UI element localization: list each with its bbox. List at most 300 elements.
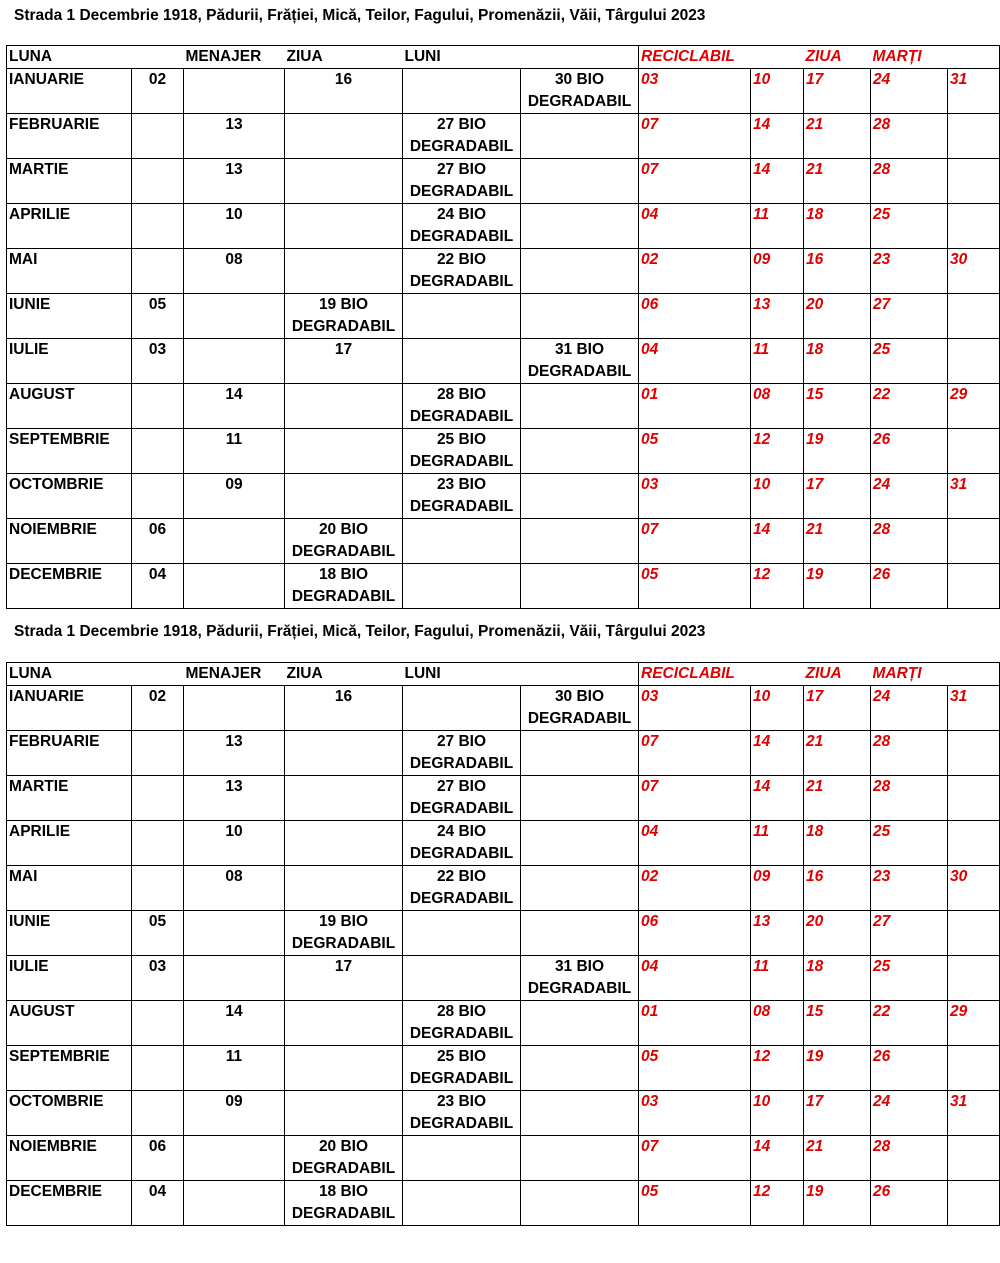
menajer-date-4 [403, 159, 521, 204]
menajer-date-2 [184, 911, 285, 956]
recycle-date-5: 31 [948, 69, 1000, 114]
recycle-date-1: 06 [639, 294, 751, 339]
table-row [7, 519, 1000, 564]
bio-label: 27 BIO [436, 778, 487, 795]
table-row [7, 1046, 1000, 1091]
recycle-date-2: 10 [751, 686, 804, 731]
menajer-date-1 [132, 204, 184, 249]
recycle-date-2: 12 [751, 1181, 804, 1226]
menajer-date-5 [521, 1046, 639, 1091]
bio-label-suffix: DEGRADABIL [409, 890, 514, 907]
recycle-date-3: 21 [804, 519, 871, 564]
header-ziua: ZIUA [285, 46, 403, 69]
recycle-date-2: 12 [751, 564, 804, 609]
bio-label-suffix: DEGRADABIL [291, 588, 396, 605]
menajer-date-5 [521, 564, 639, 609]
recycle-date-2: 12 [751, 429, 804, 474]
bio-label-suffix: DEGRADABIL [527, 980, 632, 997]
recycle-date-4: 24 [871, 69, 948, 114]
bio-label: 22 BIO [436, 251, 487, 268]
bio-label: 31 BIO [554, 958, 605, 975]
recycle-date-2: 09 [751, 249, 804, 294]
month-cell: SEPTEMBRIE [7, 1046, 132, 1091]
recycle-date-1: 07 [639, 519, 751, 564]
recycle-date-1: 03 [639, 686, 751, 731]
menajer-date-2: 10 [184, 204, 285, 249]
recycle-date-2: 08 [751, 384, 804, 429]
recycle-date-5: 30 [948, 249, 1000, 294]
menajer-date-5 [521, 911, 639, 956]
menajer-date-1 [132, 1001, 184, 1046]
recycle-date-2: 11 [751, 339, 804, 384]
recycle-date-5 [948, 564, 1000, 609]
recycle-date-2: 14 [751, 519, 804, 564]
bio-label: 27 BIO [436, 116, 487, 133]
bio-label-suffix: DEGRADABIL [291, 543, 396, 560]
menajer-date-2: 08 [184, 866, 285, 911]
recycle-date-4: 27 [871, 911, 948, 956]
recycle-date-5: 31 [948, 1091, 1000, 1136]
recycle-date-3: 21 [804, 114, 871, 159]
bio-label-suffix: DEGRADABIL [409, 498, 514, 515]
recycle-date-2: 13 [751, 911, 804, 956]
month-cell: SEPTEMBRIE [7, 429, 132, 474]
recycle-date-3: 18 [804, 204, 871, 249]
schedule-title: Strada 1 Decembrie 1918, Pădurii, Frăției, Mică, Teilor, Fagului, Promenăzii, Văii, Târgului 2023 [14, 7, 706, 24]
recycle-date-5 [948, 776, 1000, 821]
recycle-date-5 [948, 1046, 1000, 1091]
recycle-date-5 [948, 429, 1000, 474]
recycle-date-2: 13 [751, 294, 804, 339]
menajer-date-4 [403, 776, 521, 821]
recycle-date-3: 15 [804, 384, 871, 429]
menajer-date-1 [132, 776, 184, 821]
table-row [7, 731, 1000, 776]
month-cell: AUGUST [7, 1001, 132, 1046]
recycle-date-2: 14 [751, 731, 804, 776]
recycle-date-1: 01 [639, 384, 751, 429]
menajer-date-2 [184, 69, 285, 114]
bio-label: 23 BIO [436, 476, 487, 493]
bio-label: 28 BIO [436, 1003, 487, 1020]
menajer-date-3 [285, 776, 403, 821]
menajer-date-4 [403, 384, 521, 429]
bio-label-suffix: DEGRADABIL [409, 228, 514, 245]
recycle-date-1: 05 [639, 1046, 751, 1091]
menajer-date-4 [403, 1136, 521, 1181]
recycle-date-5 [948, 114, 1000, 159]
month-cell: OCTOMBRIE [7, 1091, 132, 1136]
schedule-title: Strada 1 Decembrie 1918, Pădurii, Frăției, Mică, Teilor, Fagului, Promenăzii, Văii, Târgului 2023 [14, 623, 706, 640]
table-row [7, 114, 1000, 159]
menajer-date-2: 13 [184, 731, 285, 776]
recycle-date-4: 23 [871, 866, 948, 911]
bio-label-suffix: DEGRADABIL [527, 363, 632, 380]
recycle-date-3: 19 [804, 1046, 871, 1091]
menajer-date-1: 03 [132, 339, 184, 384]
recycle-date-3: 15 [804, 1001, 871, 1046]
table-row [7, 474, 1000, 519]
recycle-date-4: 22 [871, 384, 948, 429]
menajer-date-1 [132, 114, 184, 159]
bio-label-suffix: DEGRADABIL [409, 1070, 514, 1087]
menajer-date-1 [132, 1046, 184, 1091]
menajer-date-3: 17 [285, 956, 403, 1001]
menajer-date-3 [285, 114, 403, 159]
table-row [7, 384, 1000, 429]
recycle-date-1: 07 [639, 731, 751, 776]
recycle-date-3: 17 [804, 474, 871, 519]
recycle-date-1: 05 [639, 1181, 751, 1226]
recycle-date-4: 25 [871, 339, 948, 384]
menajer-date-3 [285, 1136, 403, 1181]
menajer-date-5 [521, 1136, 639, 1181]
recycle-date-2: 11 [751, 204, 804, 249]
menajer-date-3 [285, 294, 403, 339]
menajer-date-3: 16 [285, 69, 403, 114]
menajer-date-1 [132, 821, 184, 866]
month-cell: NOIEMBRIE [7, 519, 132, 564]
recycle-date-3: 17 [804, 686, 871, 731]
table-row [7, 69, 1000, 114]
recycle-date-1: 03 [639, 474, 751, 519]
menajer-date-3 [285, 249, 403, 294]
bio-label-suffix: DEGRADABIL [527, 710, 632, 727]
header-empty [132, 46, 184, 69]
menajer-date-5 [521, 249, 639, 294]
recycle-date-3: 21 [804, 776, 871, 821]
recycle-date-4: 24 [871, 686, 948, 731]
menajer-date-1 [132, 1091, 184, 1136]
bio-label-suffix: DEGRADABIL [291, 935, 396, 952]
menajer-date-2: 10 [184, 821, 285, 866]
recycle-date-1: 07 [639, 776, 751, 821]
recycle-date-3: 19 [804, 564, 871, 609]
bio-label: 20 BIO [318, 521, 369, 538]
recycle-date-3: 16 [804, 866, 871, 911]
recycle-date-5 [948, 519, 1000, 564]
menajer-date-5 [521, 114, 639, 159]
bio-label-suffix: DEGRADABIL [409, 138, 514, 155]
menajer-date-3 [285, 1001, 403, 1046]
bio-label: 18 BIO [318, 566, 369, 583]
menajer-date-4 [403, 866, 521, 911]
recycle-date-1: 03 [639, 69, 751, 114]
header-menajer: MENAJER [184, 46, 285, 69]
menajer-date-1 [132, 474, 184, 519]
menajer-date-5 [521, 731, 639, 776]
recycle-date-4: 26 [871, 1181, 948, 1226]
menajer-date-5 [521, 294, 639, 339]
recycle-date-4: 25 [871, 821, 948, 866]
table-row [7, 294, 1000, 339]
recycle-date-2: 11 [751, 956, 804, 1001]
month-cell: FEBRUARIE [7, 731, 132, 776]
recycle-date-4: 22 [871, 1001, 948, 1046]
bio-label: 28 BIO [436, 386, 487, 403]
menajer-date-2: 13 [184, 114, 285, 159]
collection-schedule-table [6, 45, 1000, 609]
menajer-date-5 [521, 686, 639, 731]
menajer-date-1 [132, 384, 184, 429]
menajer-date-3 [285, 731, 403, 776]
table-row [7, 204, 1000, 249]
menajer-date-1: 06 [132, 1136, 184, 1181]
recycle-date-4: 26 [871, 429, 948, 474]
recycle-date-2: 10 [751, 1091, 804, 1136]
month-cell: IANUARIE [7, 686, 132, 731]
menajer-date-5 [521, 519, 639, 564]
bio-label-suffix: DEGRADABIL [527, 93, 632, 110]
month-cell: IULIE [7, 339, 132, 384]
menajer-date-4 [403, 204, 521, 249]
menajer-date-4 [403, 474, 521, 519]
menajer-date-3 [285, 1091, 403, 1136]
recycle-date-2: 10 [751, 474, 804, 519]
bio-label-suffix: DEGRADABIL [409, 1025, 514, 1042]
recycle-date-3: 18 [804, 821, 871, 866]
recycle-date-1: 02 [639, 249, 751, 294]
bio-label-suffix: DEGRADABIL [409, 1115, 514, 1132]
menajer-date-3 [285, 564, 403, 609]
menajer-date-1 [132, 866, 184, 911]
recycle-date-3: 17 [804, 1091, 871, 1136]
recycle-date-2: 14 [751, 159, 804, 204]
table-header-row [7, 663, 1000, 686]
header-luna: LUNA [7, 663, 132, 686]
header-reciclabil: RECICLABIL [639, 46, 804, 69]
header-luni: LUNI [403, 663, 521, 686]
recycle-date-1: 05 [639, 564, 751, 609]
menajer-date-3 [285, 159, 403, 204]
recycle-date-4: 28 [871, 776, 948, 821]
header-ziua-reciclabil: ZIUA [804, 663, 871, 686]
menajer-date-2 [184, 1136, 285, 1181]
bio-label-suffix: DEGRADABIL [409, 845, 514, 862]
menajer-date-2 [184, 1181, 285, 1226]
table-row [7, 866, 1000, 911]
recycle-date-2: 11 [751, 821, 804, 866]
table-row [7, 956, 1000, 1001]
recycle-date-5 [948, 956, 1000, 1001]
menajer-date-2 [184, 564, 285, 609]
table-row [7, 821, 1000, 866]
header-empty [521, 46, 639, 69]
menajer-date-3 [285, 429, 403, 474]
bio-label-suffix: DEGRADABIL [409, 183, 514, 200]
recycle-date-5 [948, 911, 1000, 956]
menajer-date-1 [132, 159, 184, 204]
menajer-date-1 [132, 249, 184, 294]
menajer-date-5 [521, 204, 639, 249]
recycle-date-3: 19 [804, 429, 871, 474]
menajer-date-2 [184, 294, 285, 339]
recycle-date-5 [948, 1181, 1000, 1226]
menajer-date-1: 04 [132, 1181, 184, 1226]
recycle-date-1: 05 [639, 429, 751, 474]
header-menajer: MENAJER [184, 663, 285, 686]
recycle-date-2: 09 [751, 866, 804, 911]
month-cell: MARTIE [7, 159, 132, 204]
menajer-date-4 [403, 1046, 521, 1091]
recycle-date-5 [948, 294, 1000, 339]
recycle-date-5 [948, 159, 1000, 204]
table-row [7, 911, 1000, 956]
recycle-date-4: 26 [871, 1046, 948, 1091]
menajer-date-3: 16 [285, 686, 403, 731]
table-row [7, 1091, 1000, 1136]
menajer-date-3 [285, 1046, 403, 1091]
table-row [7, 776, 1000, 821]
table-row [7, 1181, 1000, 1226]
menajer-date-2 [184, 519, 285, 564]
menajer-date-1: 04 [132, 564, 184, 609]
menajer-date-1: 02 [132, 686, 184, 731]
menajer-date-3 [285, 204, 403, 249]
recycle-date-2: 12 [751, 1046, 804, 1091]
menajer-date-5 [521, 956, 639, 1001]
recycle-date-1: 04 [639, 339, 751, 384]
bio-label: 31 BIO [554, 341, 605, 358]
recycle-date-2: 14 [751, 776, 804, 821]
month-cell: DECEMBRIE [7, 564, 132, 609]
recycle-date-3: 16 [804, 249, 871, 294]
recycle-date-2: 14 [751, 114, 804, 159]
recycle-date-2: 14 [751, 1136, 804, 1181]
menajer-date-4 [403, 821, 521, 866]
menajer-date-3 [285, 474, 403, 519]
recycle-date-3: 20 [804, 911, 871, 956]
header-reciclabil: RECICLABIL [639, 663, 804, 686]
table-row [7, 339, 1000, 384]
menajer-date-5 [521, 821, 639, 866]
recycle-date-3: 19 [804, 1181, 871, 1226]
menajer-date-3: 17 [285, 339, 403, 384]
menajer-date-4 [403, 956, 521, 1001]
table-row [7, 159, 1000, 204]
menajer-date-5 [521, 159, 639, 204]
bio-label: 23 BIO [436, 1093, 487, 1110]
collection-schedule-table [6, 662, 1000, 1226]
bio-label: 24 BIO [436, 206, 487, 223]
menajer-date-4 [403, 294, 521, 339]
bio-label: 19 BIO [318, 296, 369, 313]
menajer-date-2: 09 [184, 474, 285, 519]
bio-label-suffix: DEGRADABIL [409, 755, 514, 772]
menajer-date-2: 14 [184, 384, 285, 429]
recycle-date-4: 28 [871, 519, 948, 564]
recycle-date-5: 29 [948, 1001, 1000, 1046]
menajer-date-5 [521, 866, 639, 911]
recycle-date-4: 24 [871, 1091, 948, 1136]
menajer-date-4 [403, 249, 521, 294]
menajer-date-4 [403, 339, 521, 384]
menajer-date-2: 13 [184, 159, 285, 204]
month-cell: IUNIE [7, 294, 132, 339]
recycle-date-4: 23 [871, 249, 948, 294]
menajer-date-2: 09 [184, 1091, 285, 1136]
menajer-date-2: 14 [184, 1001, 285, 1046]
header-marti: MARȚI [871, 46, 1000, 69]
menajer-date-5 [521, 1001, 639, 1046]
bio-label: 19 BIO [318, 913, 369, 930]
menajer-date-2 [184, 339, 285, 384]
month-cell: OCTOMBRIE [7, 474, 132, 519]
menajer-date-5 [521, 474, 639, 519]
bio-label-suffix: DEGRADABIL [409, 408, 514, 425]
menajer-date-5 [521, 384, 639, 429]
menajer-date-1: 05 [132, 294, 184, 339]
menajer-date-5 [521, 776, 639, 821]
recycle-date-1: 04 [639, 204, 751, 249]
menajer-date-2: 13 [184, 776, 285, 821]
recycle-date-5 [948, 731, 1000, 776]
menajer-date-4 [403, 1001, 521, 1046]
menajer-date-4 [403, 114, 521, 159]
header-empty [521, 663, 639, 686]
bio-label: 18 BIO [318, 1183, 369, 1200]
recycle-date-4: 26 [871, 564, 948, 609]
bio-label-suffix: DEGRADABIL [409, 800, 514, 817]
month-cell: IUNIE [7, 911, 132, 956]
bio-label-suffix: DEGRADABIL [291, 1160, 396, 1177]
header-luna: LUNA [7, 46, 132, 69]
recycle-date-3: 17 [804, 69, 871, 114]
recycle-date-1: 02 [639, 866, 751, 911]
recycle-date-1: 07 [639, 114, 751, 159]
month-cell: DECEMBRIE [7, 1181, 132, 1226]
bio-label: 25 BIO [436, 431, 487, 448]
header-luni: LUNI [403, 46, 521, 69]
month-cell: MARTIE [7, 776, 132, 821]
bio-label: 24 BIO [436, 823, 487, 840]
recycle-date-4: 28 [871, 114, 948, 159]
header-empty [132, 663, 184, 686]
menajer-date-1 [132, 429, 184, 474]
menajer-date-1: 05 [132, 911, 184, 956]
bio-label: 20 BIO [318, 1138, 369, 1155]
month-cell: AUGUST [7, 384, 132, 429]
table-row [7, 249, 1000, 294]
month-cell: MAI [7, 866, 132, 911]
recycle-date-4: 28 [871, 159, 948, 204]
menajer-date-3 [285, 1181, 403, 1226]
bio-label: 30 BIO [554, 688, 605, 705]
recycle-date-5 [948, 1136, 1000, 1181]
bio-label-suffix: DEGRADABIL [291, 318, 396, 335]
month-cell: FEBRUARIE [7, 114, 132, 159]
menajer-date-3 [285, 866, 403, 911]
recycle-date-1: 04 [639, 821, 751, 866]
recycle-date-1: 04 [639, 956, 751, 1001]
recycle-date-3: 21 [804, 159, 871, 204]
menajer-date-2 [184, 686, 285, 731]
menajer-date-1: 06 [132, 519, 184, 564]
menajer-date-2: 11 [184, 429, 285, 474]
menajer-date-4 [403, 564, 521, 609]
menajer-date-2: 08 [184, 249, 285, 294]
bio-label: 30 BIO [554, 71, 605, 88]
menajer-date-1: 03 [132, 956, 184, 1001]
recycle-date-1: 07 [639, 159, 751, 204]
bio-label: 27 BIO [436, 161, 487, 178]
menajer-date-4 [403, 1181, 521, 1226]
header-marti: MARȚI [871, 663, 1000, 686]
recycle-date-4: 27 [871, 294, 948, 339]
menajer-date-2 [184, 956, 285, 1001]
header-ziua-reciclabil: ZIUA [804, 46, 871, 69]
table-row [7, 1001, 1000, 1046]
